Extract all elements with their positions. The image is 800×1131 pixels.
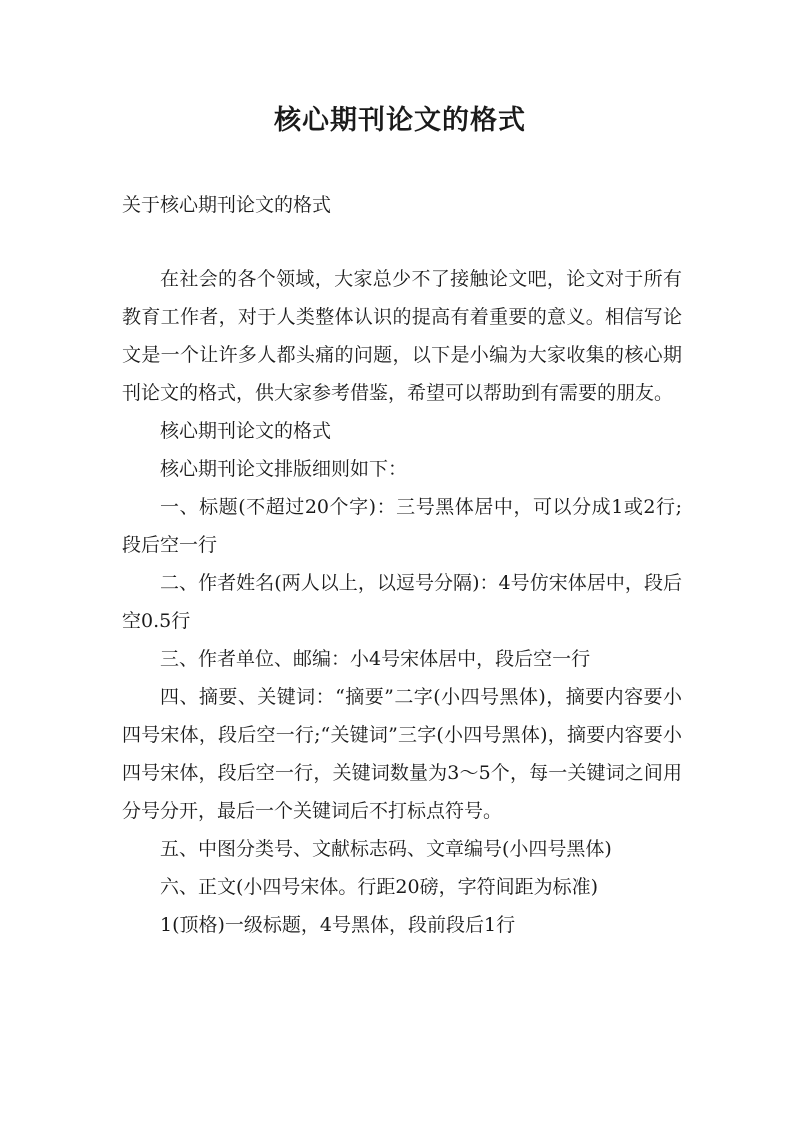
rule-author: 二、作者姓名(两人以上，以逗号分隔)：4号仿宋体居中，段后空0.5行 [122,572,682,632]
rule-level1-heading: 1(顶格)一级标题，4号黑体，段前段后1行 [160,914,516,936]
intro-paragraph: 在社会的各个领域，大家总少不了接触论文吧，论文对于所有教育工作者，对于人类整体认识的提高有着重要的意义。相信写论文是一个让许多人都头痛的问题，以下是小编为大家收集的核心期刊论文的格式，供大家参考借鉴，希望可以帮助到有需要的朋友。 [122,268,682,404]
rule-body-text: 六、正文(小四号宋体。行距20磅，字符间距为标准) [160,876,599,898]
rule-classification: 五、中图分类号、文献标志码、文章编号(小四号黑体) [160,838,612,860]
rule-abstract-keywords: 四、摘要、关键词：“摘要”二字(小四号黑体)，摘要内容要小四号宋体，段后空一行;“关键词”三字(小四号黑体)，摘要内容要小四号宋体，段后空一行，关键词数量为3～5个，每一关键词之间用分号分开，最后一个关键词后不打标点符号。 [122,686,682,822]
document-body [122,260,682,944]
document-title: 核心期刊论文的格式 [274,105,526,136]
document-subtitle: 关于核心期刊论文的格式 [122,194,332,216]
rule-title: 一、标题(不超过20个字)：三号黑体居中，可以分成1或2行;段后空一行 [122,496,682,556]
rules-intro: 核心期刊论文排版细则如下： [160,458,408,480]
rule-affiliation: 三、作者单位、邮编：小4号宋体居中，段后空一行 [160,648,591,670]
section-heading: 核心期刊论文的格式 [160,420,332,442]
